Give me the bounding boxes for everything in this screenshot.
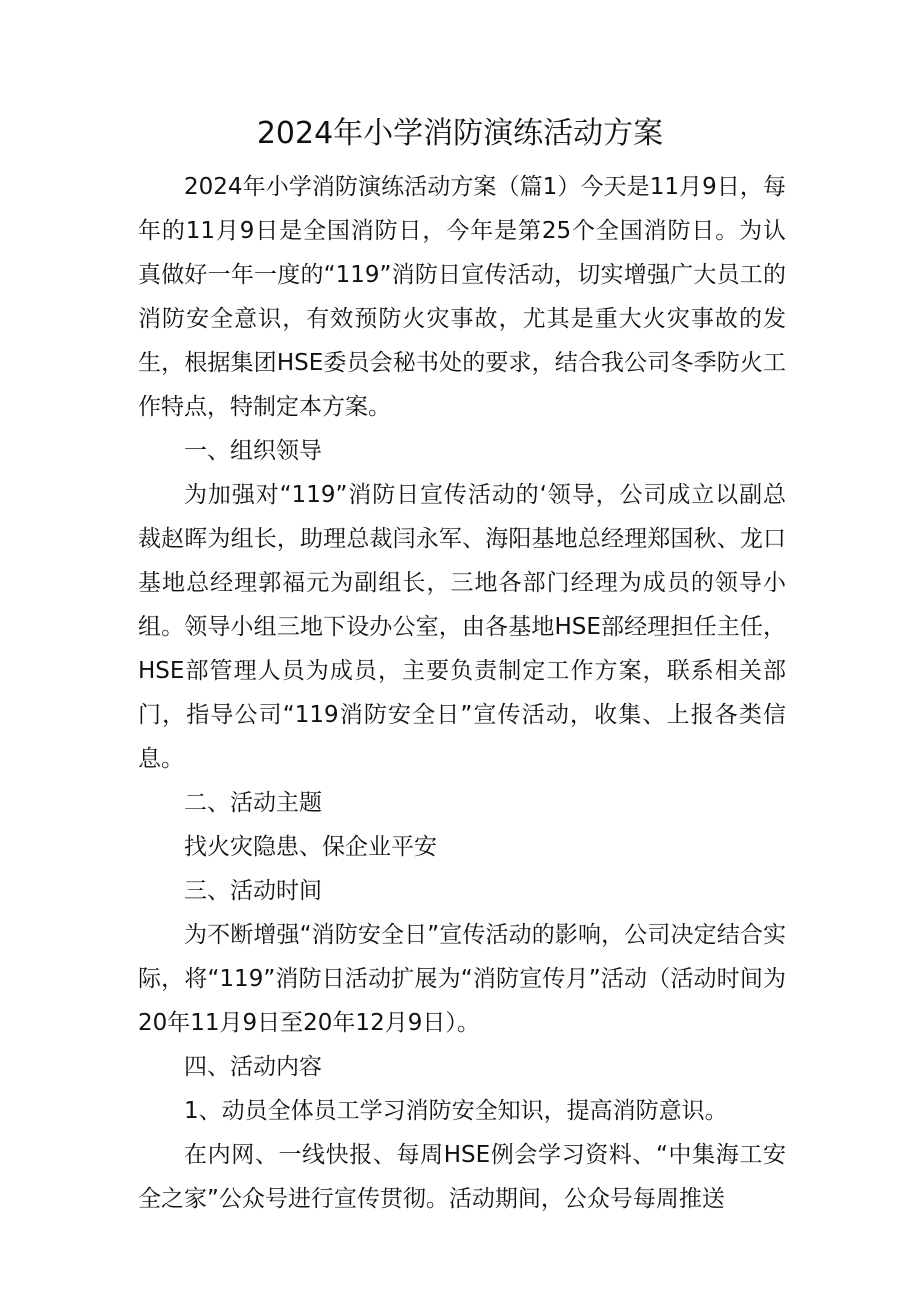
intro-paragraph: 2024年小学消防演练活动方案（篇1）今天是11月9日，每年的11月9日是全国消防日，今年是第25个全国消防日。为认真做好一年一度的“119”消防日宣传活动，切实增强广大员工的消防安全意识，有效预防火灾事故，尤其是重大火灾事故的发生，根据集团HSE委员会秘书处的要求，结合我公司冬季防火工作特点，特制定本方案。 <box>138 174 786 420</box>
section-heading-organization: 一、组织领导 <box>184 438 322 464</box>
theme-paragraph: 找火灾隐患、保企业平安 <box>184 834 437 860</box>
time-paragraph: 为不断增强“消防安全日”宣传活动的影响，公司决定结合实际，将“119”消防日活动扩展为“消防宣传月”活动（活动时间为20年11月9日至20年12月9日）。 <box>138 922 786 1036</box>
section-heading-content: 四、活动内容 <box>184 1054 322 1080</box>
section-heading-theme: 二、活动主题 <box>184 790 322 816</box>
document-body <box>138 165 786 1221</box>
document-title: 2024年小学消防演练活动方案 <box>256 116 664 151</box>
content-paragraph: 在内网、一线快报、每周HSE例会学习资料、“中集海工安全之家”公众号进行宣传贯彻。活动期间，公众号每周推送 <box>138 1142 786 1212</box>
organization-paragraph: 为加强对“119”消防日宣传活动的‘领导，公司成立以副总裁赵晖为组长，助理总裁闫永军、海阳基地总经理郑国秋、龙口基地总经理郭福元为副组长，三地各部门经理为成员的领导小组。领导小组三地下设办公室，由各基地HSE部经理担任主任，HSE部管理人员为成员，主要负责制定工作方案，联系相关部门，指导公司“119消防安全日”宣传活动，收集、上报各类信息。 <box>138 482 786 772</box>
section-heading-time: 三、活动时间 <box>184 878 322 904</box>
content-item-1: 1、动员全体员工学习消防安全知识，提高消防意识。 <box>184 1098 728 1124</box>
